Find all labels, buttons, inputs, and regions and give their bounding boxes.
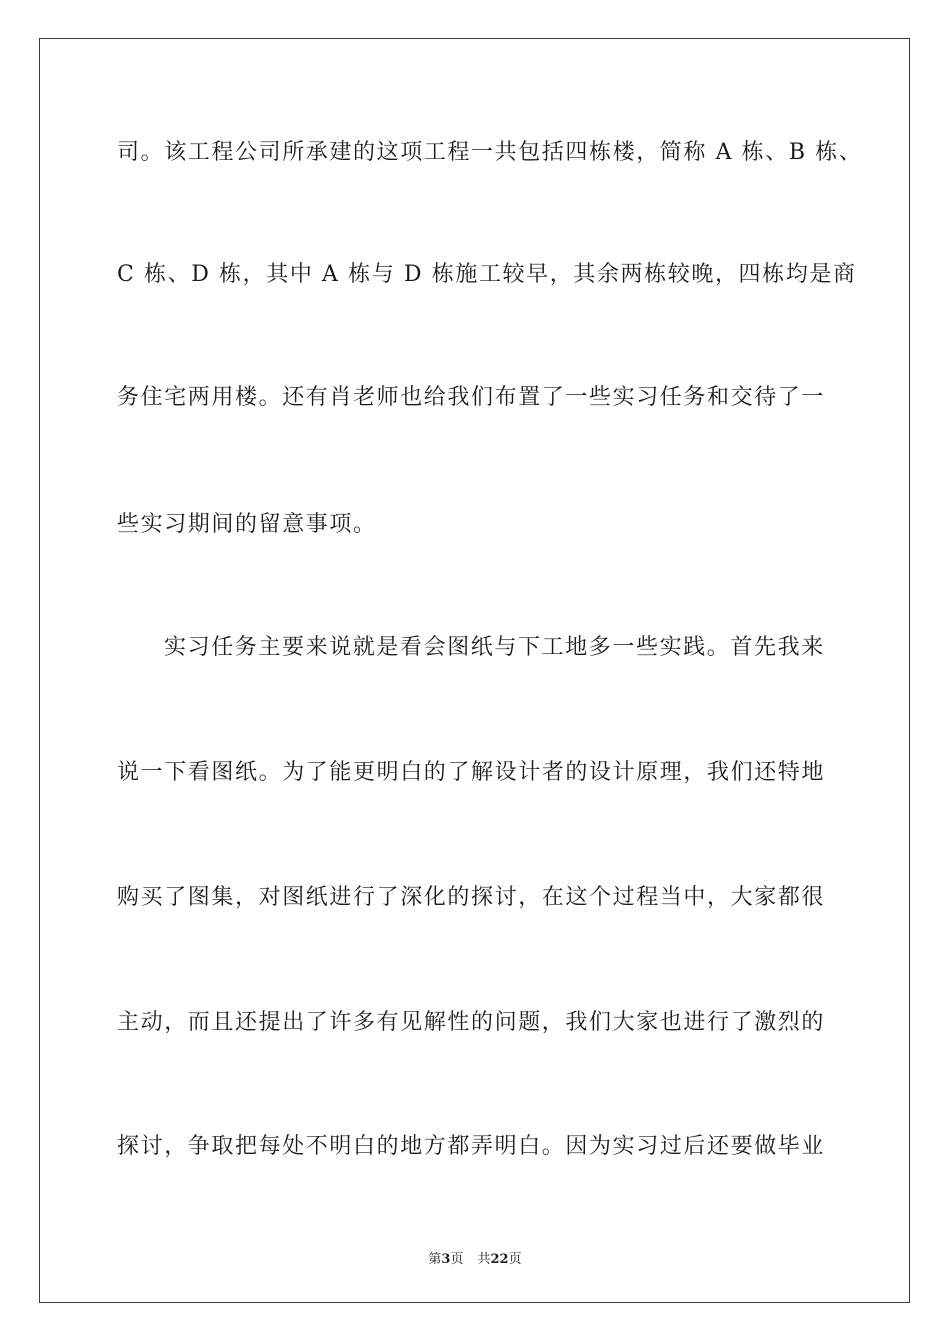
- text-line-8: 主动，而且还提出了许多有见解性的问题，我们大家也进行了激烈的: [117, 1010, 826, 1035]
- page-suffix: 页: [450, 1252, 464, 1267]
- text-line-4: 些实习期间的留意事项。: [117, 512, 377, 537]
- page-prefix: 第: [428, 1252, 442, 1267]
- total-pages: 22: [490, 1252, 509, 1267]
- page-frame: [39, 38, 910, 1303]
- total-prefix: 共: [477, 1252, 491, 1267]
- text-line-9: 探讨，争取把每处不明白的地方都弄明白。因为实习过后还要做毕业: [117, 1134, 826, 1159]
- text-line-5: 实习任务主要来说就是看会图纸与下工地多一些实践。首先我来: [164, 635, 825, 660]
- text-line-1: 司。该工程公司所承建的这项工程一共包括四栋楼，简称 A 栋、B 栋、: [117, 140, 863, 165]
- text-line-2: C 栋、D 栋，其中 A 栋与 D 栋施工较早，其余两栋较晚，四栋均是商: [117, 262, 857, 287]
- text-line-3: 务住宅两用楼。还有肖老师也给我们布置了一些实习任务和交待了一: [117, 385, 826, 410]
- page-footer: [0, 1248, 950, 1267]
- page-number: 3: [441, 1252, 451, 1267]
- text-line-7: 购买了图集，对图纸进行了深化的探讨，在这个过程当中，大家都很: [117, 885, 826, 910]
- text-line-6: 说一下看图纸。为了能更明白的了解设计者的设计原理，我们还特地: [117, 760, 826, 785]
- total-suffix: 页: [508, 1252, 522, 1267]
